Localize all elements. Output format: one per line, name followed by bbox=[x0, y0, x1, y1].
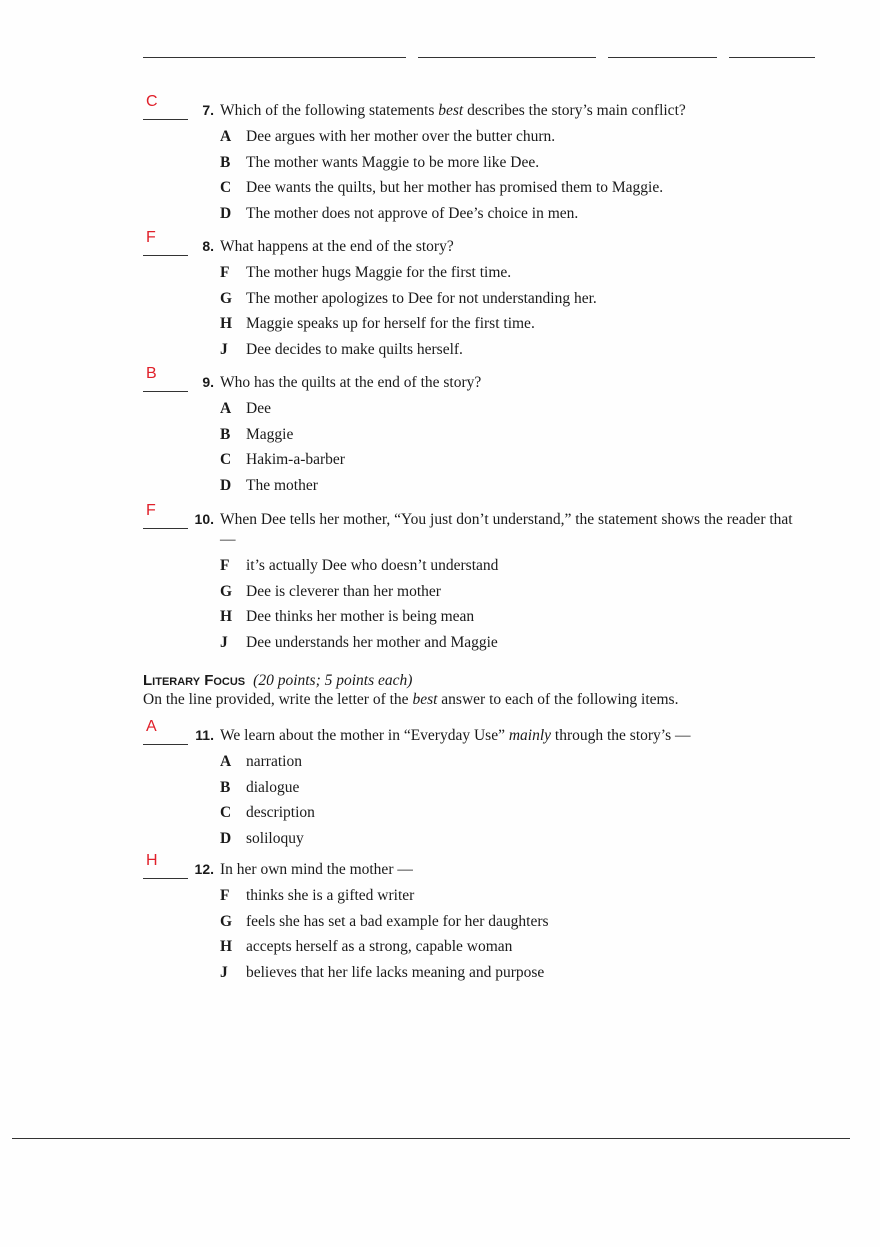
stem-text: Which of the following statements bbox=[220, 102, 439, 119]
option-list bbox=[220, 752, 800, 854]
option-text: Dee thinks her mother is being mean bbox=[246, 608, 475, 625]
option-letter: F bbox=[220, 264, 230, 281]
question-stem bbox=[220, 726, 800, 746]
option-list bbox=[220, 886, 800, 988]
answer-option bbox=[220, 399, 800, 425]
option-text: soliloquy bbox=[246, 829, 304, 847]
option-text: The mother bbox=[246, 476, 318, 494]
section-points: (20 points; 5 points each) bbox=[253, 672, 413, 689]
option-letter: C bbox=[220, 179, 232, 196]
name-line bbox=[143, 57, 406, 58]
stem-text: describes the story’s main conflict? bbox=[463, 102, 686, 119]
answer-option bbox=[220, 752, 800, 778]
date-line bbox=[608, 57, 717, 58]
option-text: it’s actually Dee who doesn’t understand bbox=[246, 557, 499, 574]
option-text: Maggie speaks up for herself for the first time. bbox=[246, 315, 535, 332]
option-letter: G bbox=[220, 289, 233, 307]
answer-letter: C bbox=[146, 93, 158, 110]
section-instruction bbox=[143, 691, 678, 709]
question-9 bbox=[140, 365, 800, 501]
option-letter: D bbox=[220, 204, 232, 222]
question-stem bbox=[220, 101, 800, 121]
answer-letter: A bbox=[146, 718, 157, 735]
question-number: 12. bbox=[194, 861, 214, 877]
question-number: 8. bbox=[202, 238, 214, 254]
option-letter: H bbox=[220, 938, 233, 955]
option-text: Dee understands her mother and Maggie bbox=[246, 633, 498, 651]
option-text: feels she has set a bad example for her daughters bbox=[246, 912, 549, 930]
answer-option bbox=[220, 607, 800, 633]
answer-option bbox=[220, 289, 800, 315]
option-text: The mother wants Maggie to be more like Dee. bbox=[246, 153, 540, 171]
answer-option bbox=[220, 476, 800, 502]
instruction-emphasis: best bbox=[412, 691, 438, 708]
option-letter: H bbox=[220, 608, 233, 625]
option-list bbox=[220, 556, 800, 658]
option-text: The mother hugs Maggie for the first time. bbox=[246, 264, 512, 281]
answer-letter: F bbox=[146, 502, 156, 519]
option-letter: B bbox=[220, 778, 231, 796]
answer-field[interactable] bbox=[143, 229, 188, 256]
answer-option bbox=[220, 340, 800, 366]
option-letter: A bbox=[220, 400, 232, 417]
option-letter: A bbox=[220, 753, 232, 770]
answer-field[interactable] bbox=[143, 93, 188, 120]
option-text: thinks she is a gifted writer bbox=[246, 887, 415, 904]
stem-text: Who has the quilts at the end of the story? bbox=[220, 374, 482, 391]
answer-option bbox=[220, 178, 800, 204]
option-letter: C bbox=[220, 804, 232, 821]
answer-option bbox=[220, 153, 800, 179]
option-text: Hakim-a-barber bbox=[246, 451, 345, 468]
question-11 bbox=[140, 718, 800, 854]
option-text: description bbox=[246, 804, 315, 821]
answer-option bbox=[220, 127, 800, 153]
question-8 bbox=[140, 229, 800, 365]
option-letter: D bbox=[220, 476, 232, 494]
answer-option bbox=[220, 803, 800, 829]
footer-line bbox=[12, 1138, 850, 1139]
option-text: Dee is cleverer than her mother bbox=[246, 582, 441, 600]
option-list bbox=[220, 263, 800, 365]
section-title: Literary Focus bbox=[143, 672, 246, 689]
answer-option bbox=[220, 582, 800, 608]
answer-option bbox=[220, 450, 800, 476]
option-letter: B bbox=[220, 153, 231, 171]
option-text: The mother does not approve of Dee’s choice in men. bbox=[246, 204, 579, 222]
question-stem bbox=[220, 237, 800, 257]
question-stem bbox=[220, 860, 800, 880]
answer-option bbox=[220, 829, 800, 855]
instruction-text: On the line provided, write the letter of the bbox=[143, 691, 413, 708]
answer-field[interactable] bbox=[143, 852, 188, 879]
question-number: 11. bbox=[195, 727, 214, 743]
answer-option bbox=[220, 778, 800, 804]
option-letter: B bbox=[220, 425, 231, 443]
answer-option bbox=[220, 314, 800, 340]
option-text: Maggie bbox=[246, 425, 294, 443]
answer-option bbox=[220, 204, 800, 230]
answer-option bbox=[220, 912, 800, 938]
answer-option bbox=[220, 556, 800, 582]
option-letter: J bbox=[220, 340, 228, 358]
answer-field[interactable] bbox=[143, 718, 188, 745]
option-letter: A bbox=[220, 128, 232, 145]
literary-focus-section bbox=[143, 672, 678, 709]
answer-field[interactable] bbox=[143, 502, 188, 529]
option-letter: F bbox=[220, 887, 230, 904]
option-text: Dee argues with her mother over the butter churn. bbox=[246, 128, 556, 145]
answer-option bbox=[220, 963, 800, 989]
answer-letter: H bbox=[146, 852, 158, 869]
option-letter: H bbox=[220, 315, 233, 332]
question-stem bbox=[220, 373, 800, 393]
answer-option bbox=[220, 886, 800, 912]
option-text: accepts herself as a strong, capable woman bbox=[246, 938, 513, 955]
option-letter: G bbox=[220, 582, 233, 600]
score-line bbox=[729, 57, 815, 58]
option-list bbox=[220, 399, 800, 501]
option-text: The mother apologizes to Dee for not understanding her. bbox=[246, 289, 597, 307]
option-letter: J bbox=[220, 633, 228, 651]
option-text: Dee decides to make quilts herself. bbox=[246, 340, 463, 358]
question-12 bbox=[140, 852, 800, 988]
question-number: 10. bbox=[194, 511, 214, 527]
option-text: believes that her life lacks meaning and purpose bbox=[246, 963, 545, 981]
answer-letter: B bbox=[146, 365, 157, 382]
question-number: 7. bbox=[202, 102, 214, 118]
answer-option bbox=[220, 425, 800, 451]
question-stem bbox=[220, 510, 800, 550]
answer-option bbox=[220, 263, 800, 289]
question-number: 9. bbox=[202, 374, 214, 390]
answer-option bbox=[220, 633, 800, 659]
stem-text: We learn about the mother in “Everyday Use” bbox=[220, 727, 509, 744]
option-text: Dee bbox=[246, 400, 271, 417]
answer-field[interactable] bbox=[143, 365, 188, 392]
option-letter: D bbox=[220, 829, 232, 847]
stem-text: In her own mind the mother — bbox=[220, 861, 413, 878]
option-letter: C bbox=[220, 451, 232, 468]
question-7 bbox=[140, 93, 800, 229]
option-text: Dee wants the quilts, but her mother has promised them to Maggie. bbox=[246, 179, 664, 196]
question-10 bbox=[140, 502, 800, 658]
stem-emphasis: best bbox=[438, 102, 464, 119]
option-text: narration bbox=[246, 753, 302, 770]
answer-letter: F bbox=[146, 229, 156, 246]
answer-option bbox=[220, 937, 800, 963]
option-text: dialogue bbox=[246, 778, 300, 796]
instruction-text: answer to each of the following items. bbox=[437, 691, 679, 708]
option-letter: G bbox=[220, 912, 233, 930]
option-list bbox=[220, 127, 800, 229]
stem-text: What happens at the end of the story? bbox=[220, 238, 454, 255]
stem-text: When Dee tells her mother, “You just don’t understand,” the statement shows the reader that — bbox=[220, 511, 793, 548]
stem-text: through the story’s — bbox=[551, 727, 691, 744]
stem-emphasis: mainly bbox=[508, 727, 552, 744]
option-letter: J bbox=[220, 963, 228, 981]
option-letter: F bbox=[220, 557, 230, 574]
class-line bbox=[418, 57, 596, 58]
